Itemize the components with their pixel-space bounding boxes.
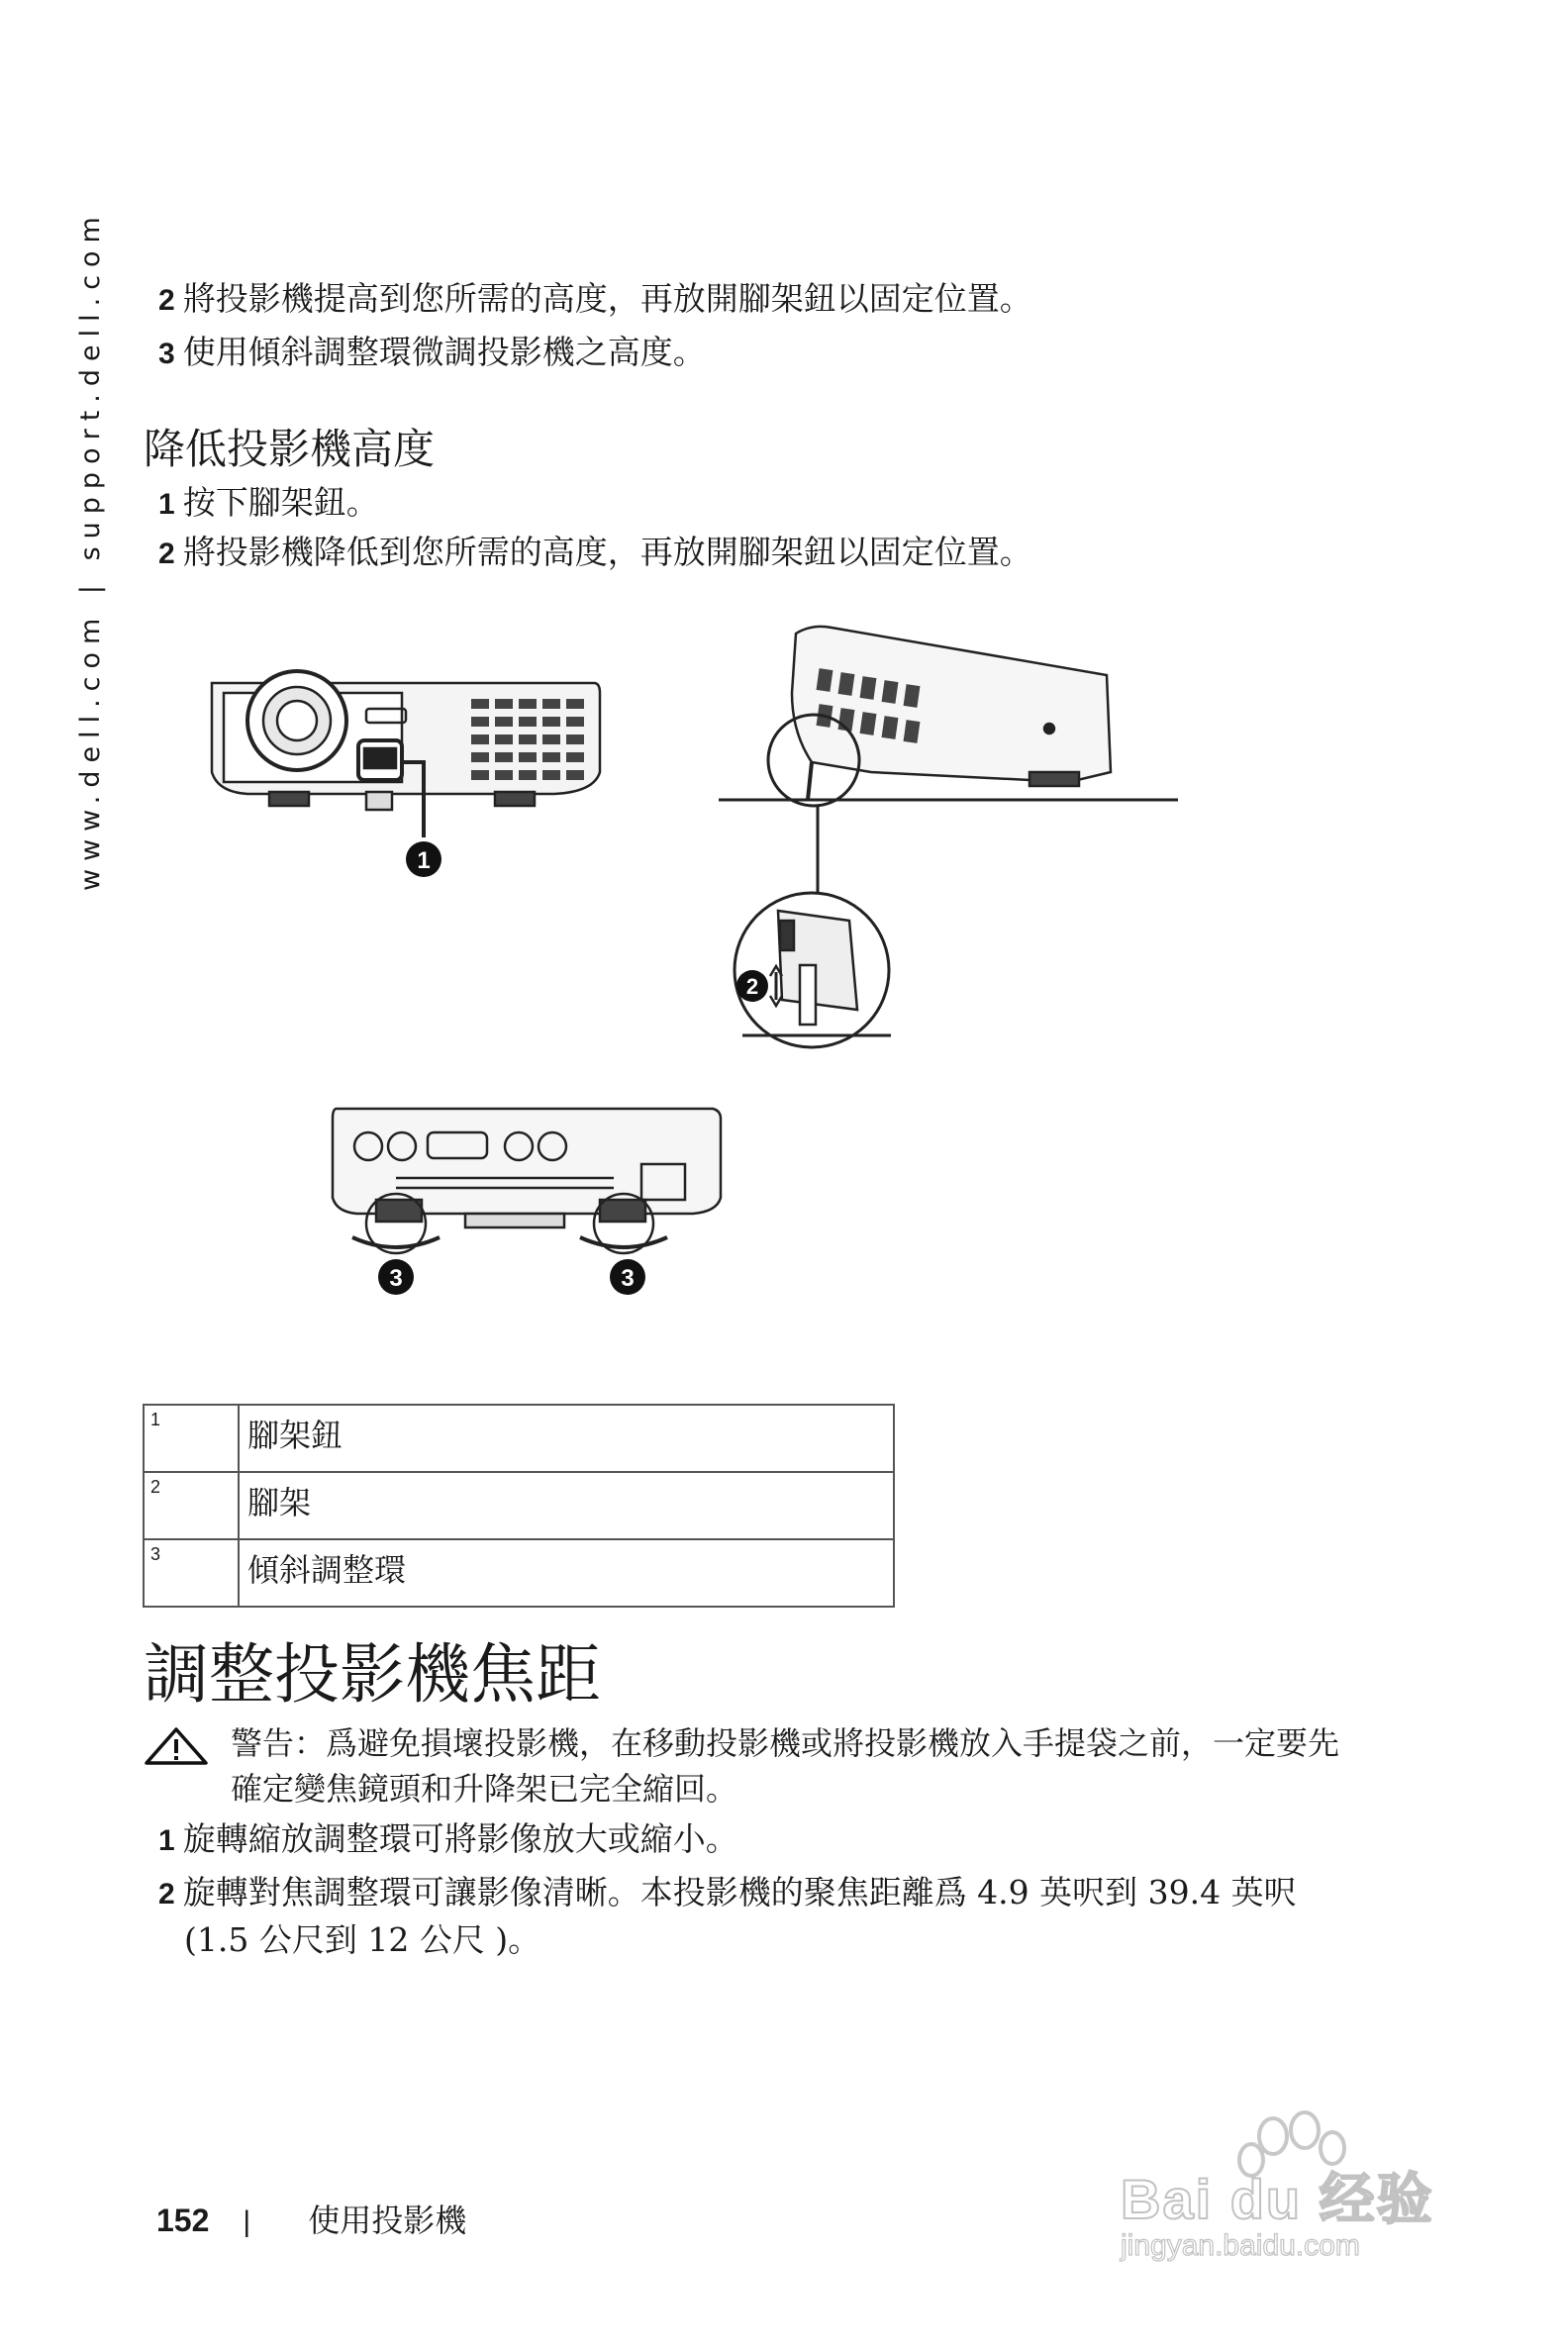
step-number: 2 [158, 538, 175, 570]
page-footer [156, 2196, 466, 2245]
legend-label: 腳架鈕 [239, 1405, 894, 1472]
step-number: 1 [158, 488, 175, 521]
watermark-brand: Bai du 经验 [1121, 2168, 1434, 2230]
step-number: 2 [158, 1878, 175, 1911]
section-heading-focus: 調整投影機焦距 [144, 1636, 601, 1713]
legend-table [143, 1404, 895, 1608]
step-text: 將投影機降低到您所需的高度，再放開腳架鈕以固定位置。 [182, 533, 1032, 571]
callout-number: 3 [389, 1265, 403, 1292]
warning-text: ：爲避免損壞投影機，在移動投影機或將投影機放入手提袋之前，一定要先確定變焦鏡頭和升降架已完全縮回。 [231, 1724, 1340, 1808]
step-text: 使用傾斜調整環微調投影機之高度。 [182, 333, 706, 371]
step-number: 3 [158, 338, 175, 370]
step-number: 1 [158, 1824, 175, 1857]
projector-side-view [719, 627, 1178, 1047]
callout-1 [406, 841, 441, 877]
legend-number: 1 [144, 1405, 239, 1472]
legend-label: 傾斜調整環 [239, 1539, 894, 1607]
projector-illustration [0, 614, 1568, 1326]
callout-number: 1 [417, 847, 431, 874]
table-row [144, 1405, 894, 1472]
step-text: 將投影機提高到您所需的高度，再放開腳架鈕以固定位置。 [182, 279, 1032, 318]
step-text: 旋轉對焦調整環可讓影像清晰。本投影機的聚焦距離爲 4.9 英呎到 39.4 英呎 [182, 1873, 1297, 1911]
step-text: 旋轉縮放調整環可將影像放大或縮小。 [182, 1819, 738, 1858]
callout-number: 3 [621, 1265, 635, 1292]
callout-3-left [378, 1259, 414, 1295]
table-row [144, 1539, 894, 1607]
callout-number: 2 [745, 974, 759, 999]
list-item [158, 331, 706, 376]
list-item [158, 1871, 1297, 1916]
section-heading-lower: 降低投影機高度 [144, 425, 436, 473]
legend-number: 2 [144, 1472, 239, 1539]
footer-section-title: 使用投影機 [308, 2202, 467, 2239]
page-number: 152 [156, 2203, 210, 2238]
side-url: www.dell.com | support.dell.com [75, 209, 106, 891]
warning-label: 警告 [231, 1724, 295, 1762]
list-item [158, 1817, 738, 1863]
list-item [158, 531, 1032, 576]
watermark-url: jingyan.baidu.com [1121, 2229, 1360, 2262]
callout-2 [736, 970, 768, 1002]
projector-front-view [212, 671, 600, 837]
warning-icon [144, 1726, 209, 1766]
list-item [158, 481, 379, 527]
list-item-continuation: (1.5 公尺到 12 公尺 )。 [184, 1920, 541, 1959]
legend-number: 3 [144, 1539, 239, 1607]
footer-separator: | [243, 2205, 251, 2238]
callout-3-right [610, 1259, 645, 1295]
projector-rear-view [333, 1109, 721, 1253]
list-item [158, 277, 1032, 323]
warning-body [231, 1720, 1369, 1812]
legend-label: 腳架 [239, 1472, 894, 1539]
step-text: 按下腳架鈕。 [182, 483, 379, 522]
table-row [144, 1472, 894, 1539]
step-number: 2 [158, 284, 175, 317]
